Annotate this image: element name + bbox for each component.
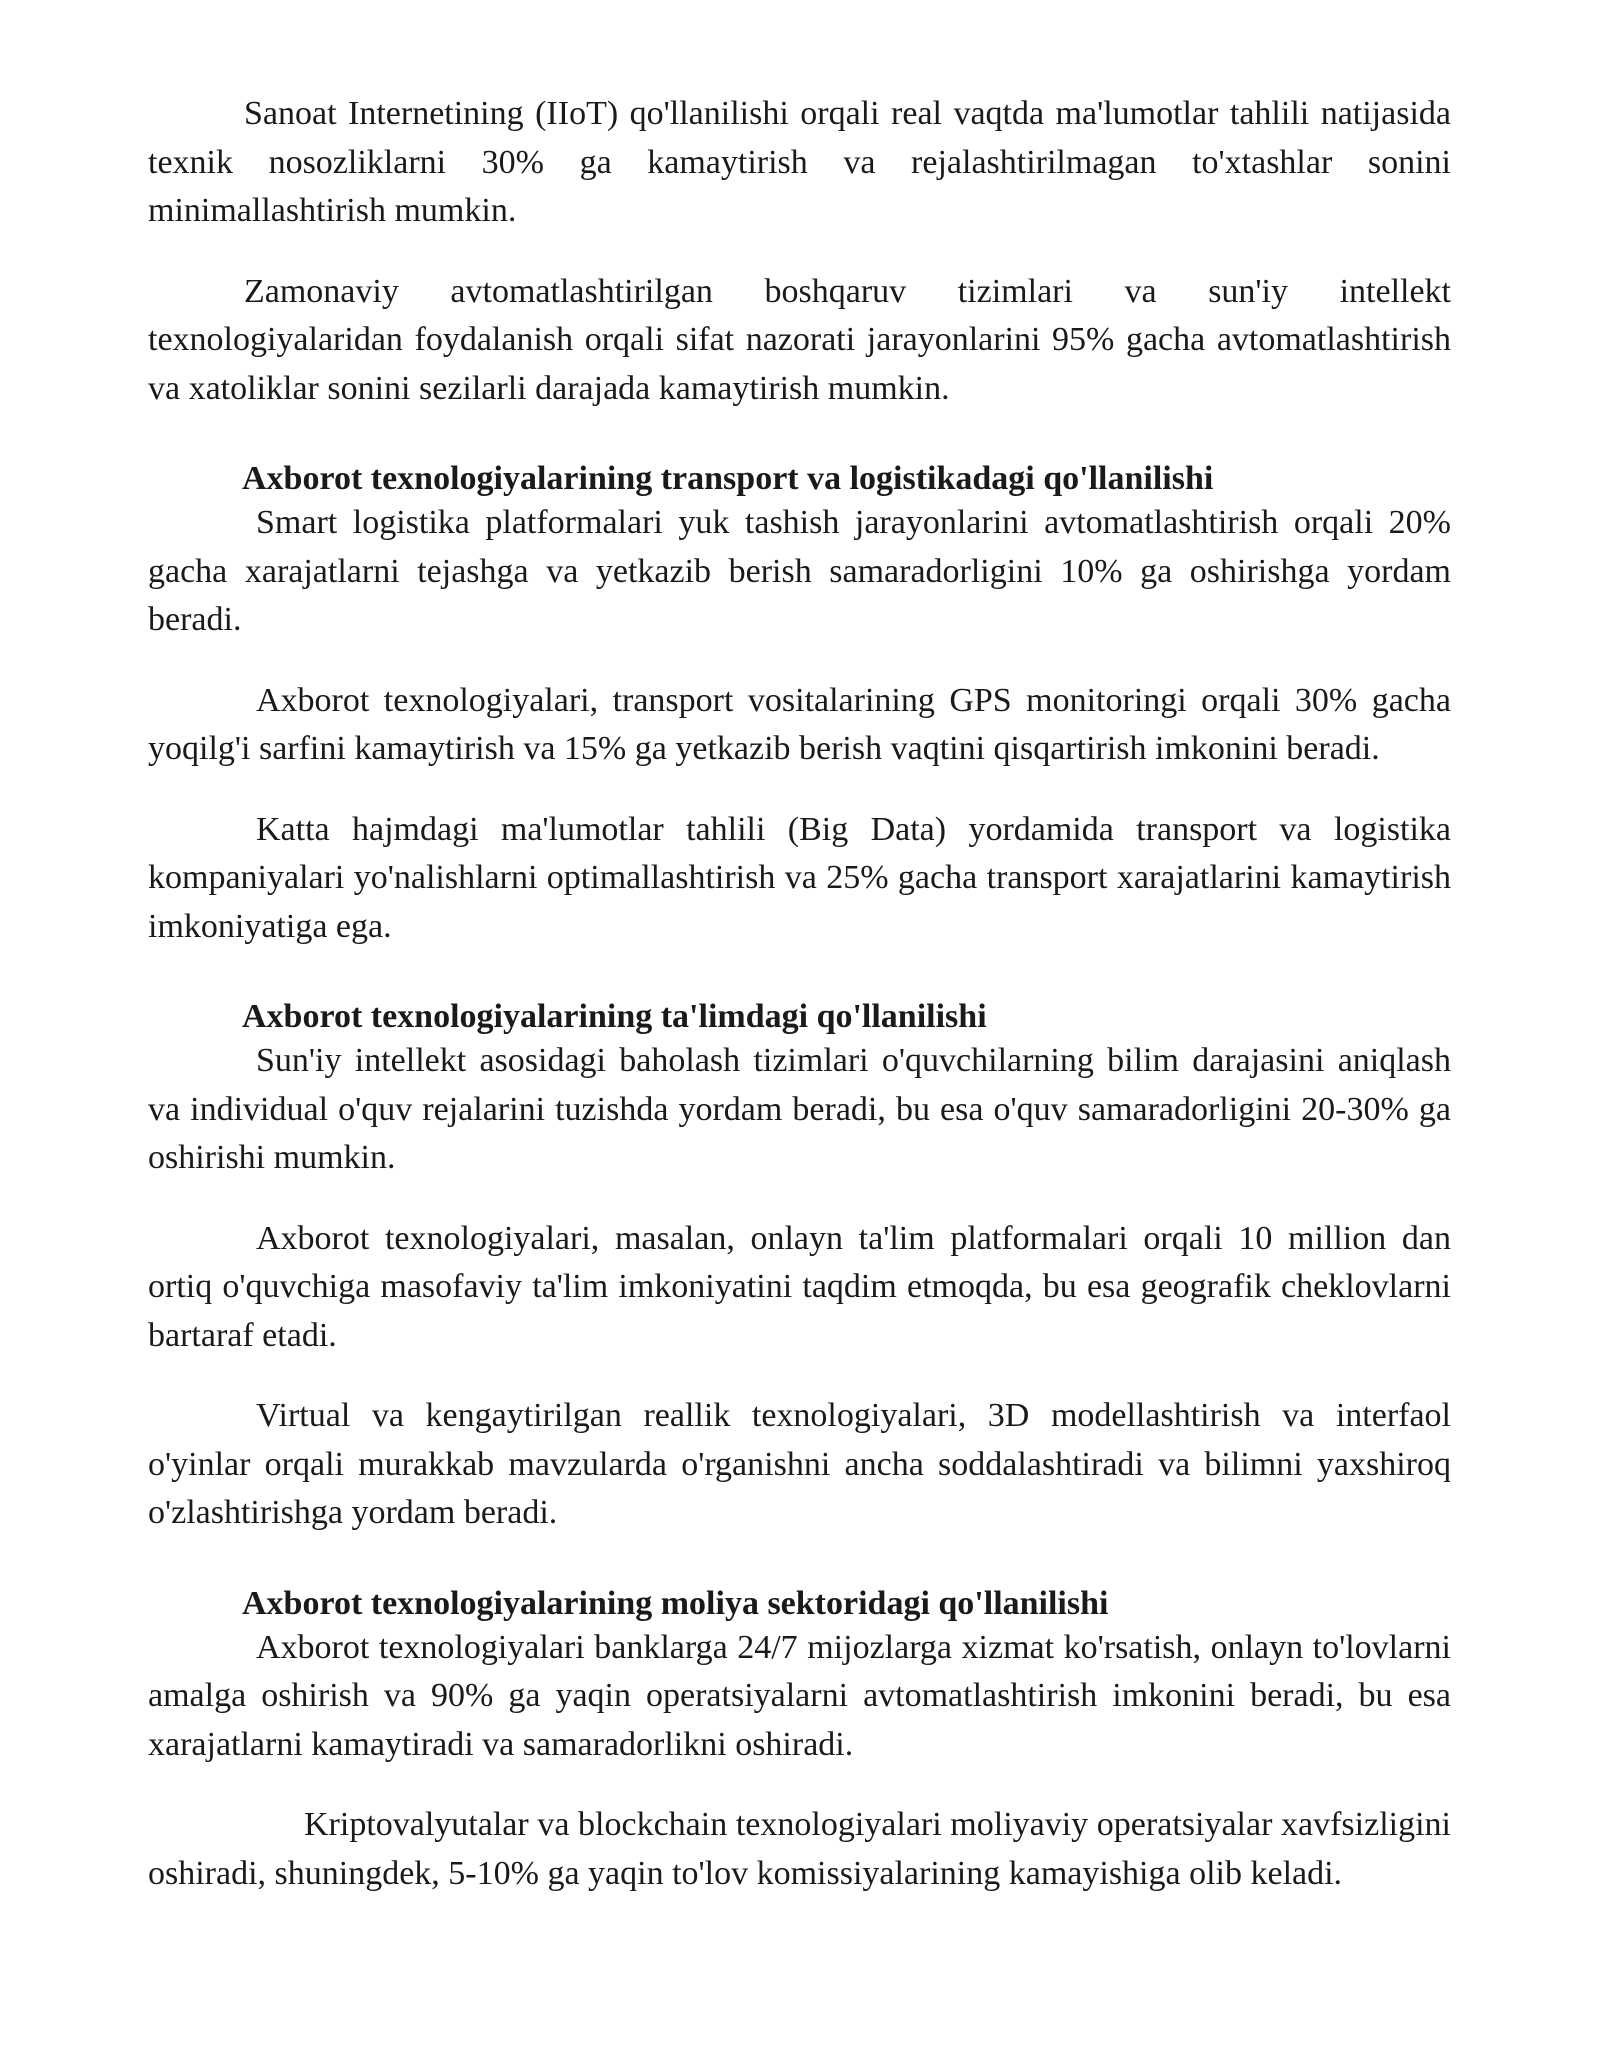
document-page [148,90,1451,1930]
paragraph-big-data: Katta hajmdagi ma'lumotlar tahlili (Big Data) yordamida transport va logistika kompaniyalari yo'nalishlarni optimallashtirish va 25% gacha transport xarajatlarini kamaytirish imkoniyatiga ega. [148,810,1451,945]
paragraph-blockchain: Kriptovalyutalar va blockchain texnologiyalari moliyaviy operatsiyalar xavfsizligini oshiradi, shuningdek, 5-10% ga yaqin to'lov komissiyalarining kamayishiga olib keladi. [148,1806,1451,1892]
paragraph-iiot: Sanoat Internetining (IIoT) qo'llanilishi orqali real vaqtda ma'lumotlar tahlili natijasida texnik nosozliklarni 30% ga kamaytirish va rejalashtirilmagan to'xtashlar sonini minimallashtirish mumkin. [148,95,1451,229]
paragraph-quality-control: Zamonaviy avtomatlashtirilgan boshqaruv tizimlari va sun'iy intellekt texnologiyalaridan foydalanish orqali sifat nazorati jarayonlarini 95% gacha avtomatlashtirish va xatoliklar sonini sezilarli darajada kamaytirish mumkin. [148,272,1451,407]
paragraph-smart-logistics: Smart logistika platformalari yuk tashish jarayonlarini avtomatlashtirish orqali 20% gacha xarajatlarni tejashga va yetkazib berish samaradorligini 10% ga oshirishga yordam beradi. [148,504,1451,638]
section-heading-education: Axborot texnologiyalarining ta'limdagi qo'llanilishi [242,998,987,1035]
paragraph-ai-assessment: Sun'iy intellekt asosidagi baholash tizimlari o'quvchilarning bilim darajasini aniqlash va individual o'quv rejalarini tuzishda yordam beradi, bu esa o'quv samaradorligini 20-30% ga oshirishi mumkin. [148,1042,1451,1176]
paragraph-virtual-reality: Virtual va kengaytirilgan reallik texnologiyalari, 3D modellashtirish va interfaol o'yinlar orqali murakkab mavzularda o'rganishni ancha soddalashtiradi va bilimni yaxshiroq o'zlashtirishga yordam beradi. [148,1397,1451,1531]
section-heading-transport: Axborot texnologiyalarining transport va logistikadagi qo'llanilishi [242,460,1214,497]
section-heading-finance: Axborot texnologiyalarining moliya sektoridagi qo'llanilishi [242,1584,1109,1622]
paragraph-online-learning: Axborot texnologiyalari, masalan, onlayn ta'lim platformalari orqali 10 million dan ortiq o'quvchiga masofaviy ta'lim imkoniyatini taqdim etmoqda, bu esa geografik cheklovlarni bartaraf etadi. [148,1219,1451,1354]
paragraph-banking: Axborot texnologiyalari banklarga 24/7 mijozlarga xizmat ko'rsatish, onlayn to'lovlarni amalga oshirish va 90% ga yaqin operatsiyalarni avtomatlashtirish imkonini beradi, bu esa xarajatlarni kamaytiradi va samaradorlikni oshiradi. [148,1628,1451,1763]
paragraph-gps-monitoring: Axborot texnologiyalari, transport vositalarining GPS monitoringi orqali 30% gacha yoqilg'i sarfini kamaytirish va 15% ga yetkazib berish vaqtini qisqartirish imkonini beradi. [148,681,1451,767]
